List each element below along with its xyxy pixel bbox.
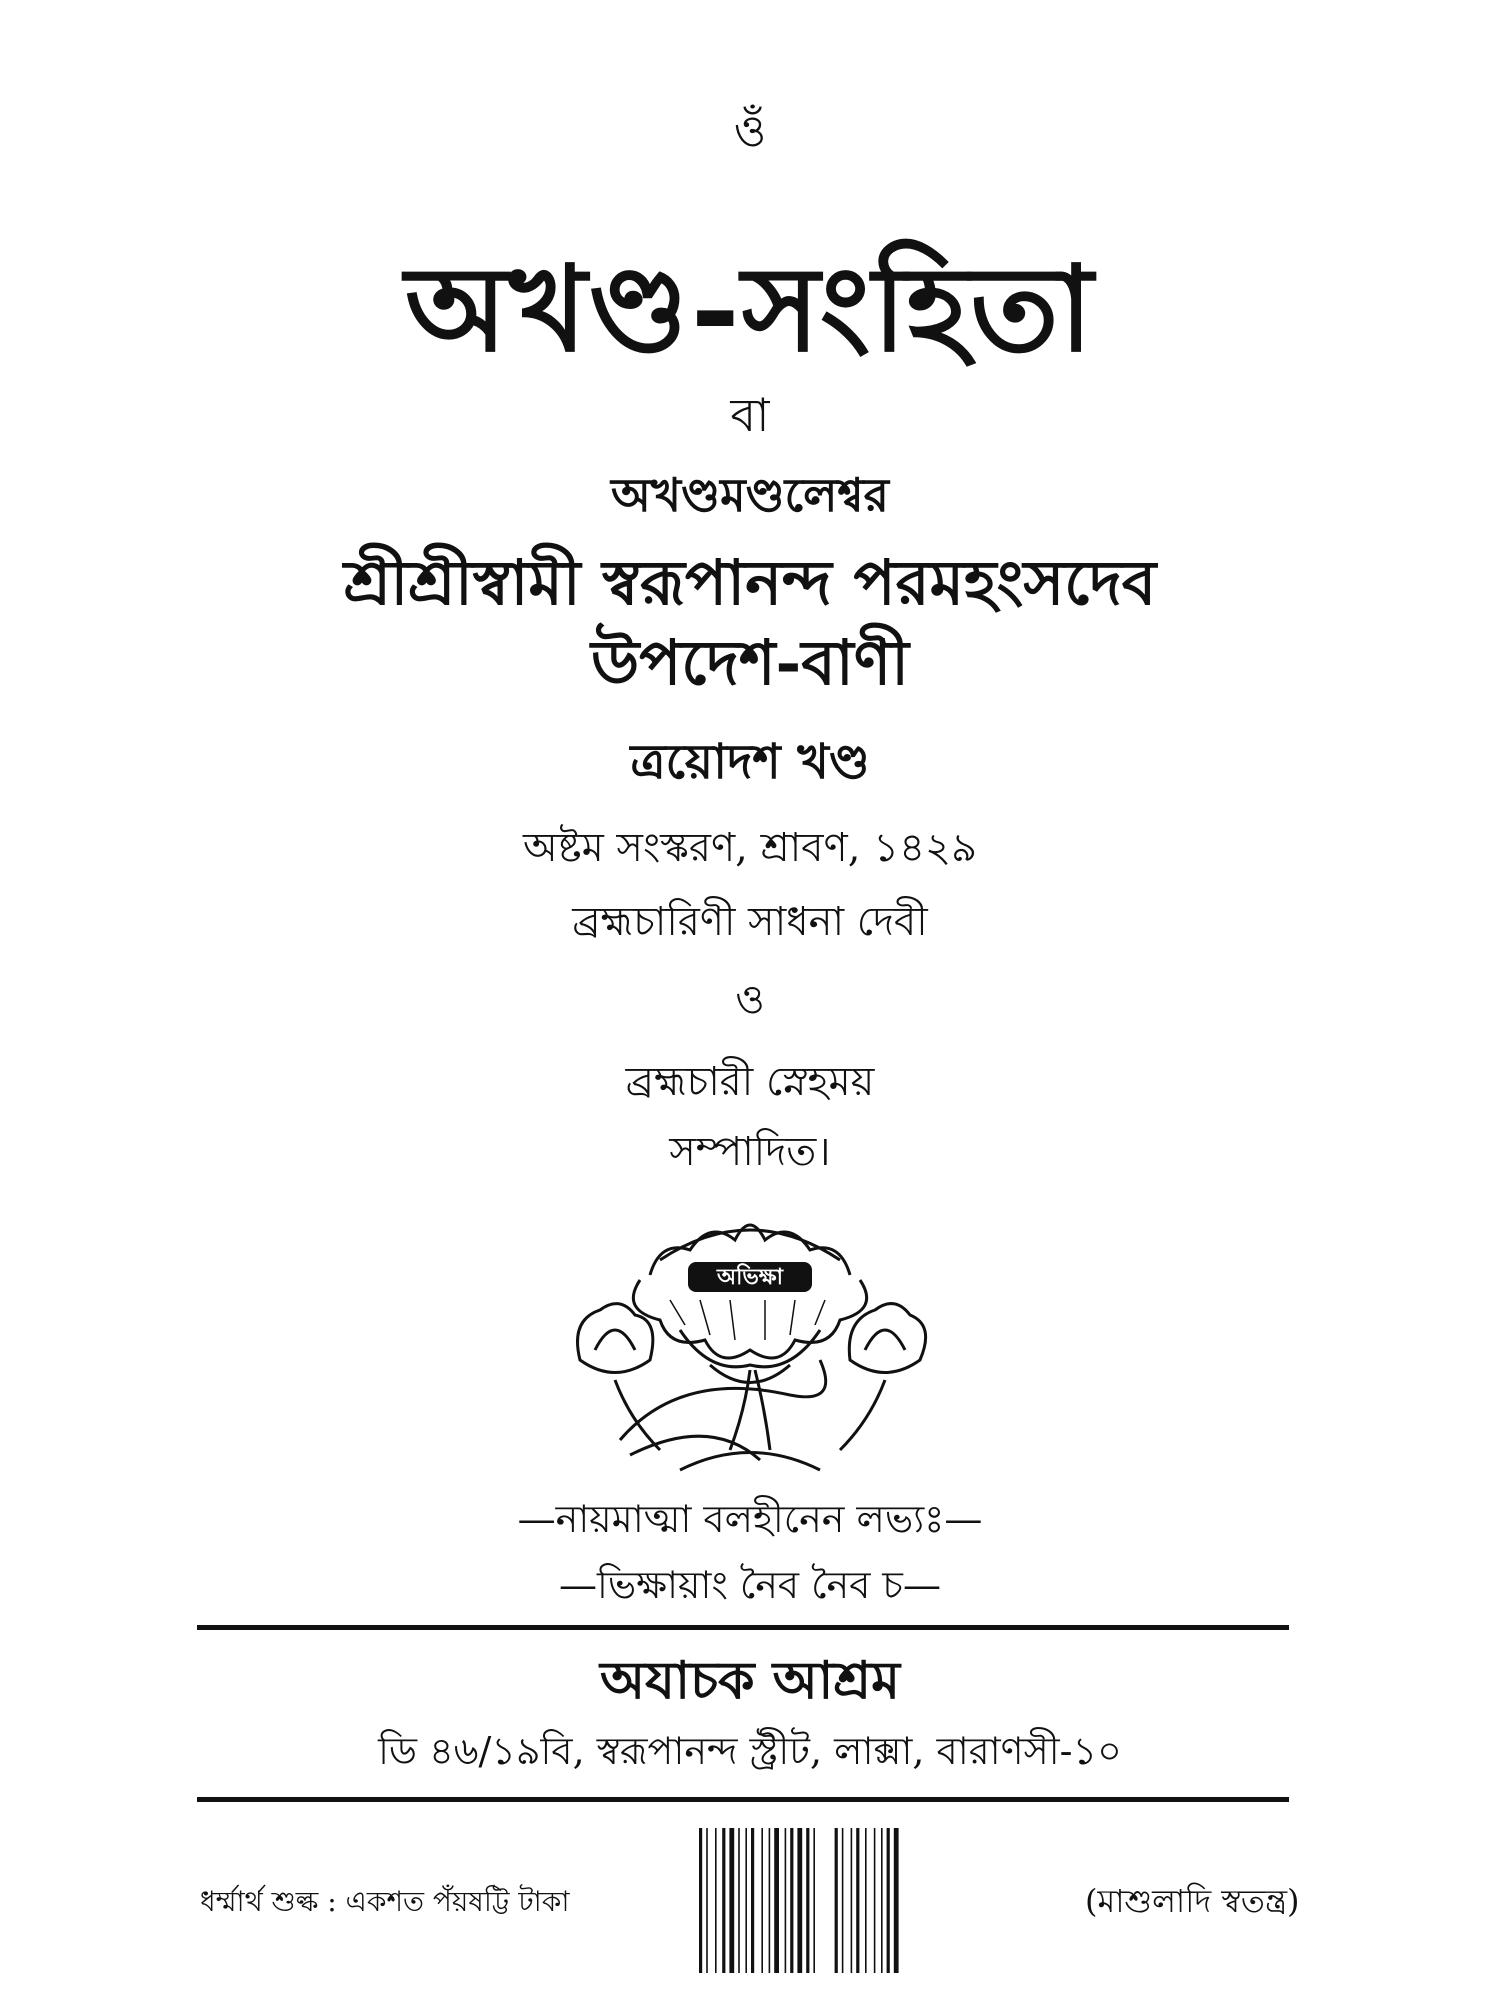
conjunction-or: বা bbox=[730, 388, 770, 442]
edition-info: অষ্টম সংস্করণ, শ্রাবণ, ১৪২৯ bbox=[522, 825, 978, 871]
editor-two: ব্রহ্মচারী স্নেহময় bbox=[625, 1059, 875, 1105]
edited-by-label: সম্পাদিত। bbox=[669, 1129, 831, 1175]
om-symbol: ওঁ bbox=[733, 106, 767, 157]
divider-top bbox=[197, 1625, 1289, 1630]
conjunction-and: ও bbox=[735, 977, 765, 1023]
book-subtitle: উপদেশ-বাণী bbox=[591, 626, 909, 699]
author-epithet: অখণ্ডমণ্ডলেশ্বর bbox=[611, 468, 889, 522]
volume-label: ত্রয়োদশ খণ্ড bbox=[630, 734, 870, 790]
book-title: অখণ্ড-সংহিতা bbox=[405, 239, 1095, 378]
motto-line-one: —নায়মাত্মা বলহীনেন লভ্যঃ— bbox=[517, 1497, 983, 1541]
barcode bbox=[695, 1808, 1025, 1998]
author-name: শ্রীশ্রীস্বামী স্বরূপানন্দ পরমহংসদেব bbox=[343, 546, 1157, 619]
editor-one: ব্রহ্মচারিণী সাধনা দেবী bbox=[572, 899, 928, 945]
motto-line-two: —ভিক্ষায়াং নৈব নৈব চ— bbox=[559, 1563, 941, 1607]
lotus-emblem-icon bbox=[560, 1200, 940, 1480]
postage-note: (মাশুলাদি স্বতন্ত্র) bbox=[1085, 1882, 1300, 1920]
publisher-address: ডি ৪৬/১৯বি, স্বরূপানন্দ স্ট্রীট, লাক্সা, বারাণসী-১০ bbox=[378, 1729, 1122, 1773]
emblem-label: অভিক্ষা bbox=[717, 1264, 783, 1290]
price-label: ধর্ম্মার্থ শুল্ক : একশত পঁয়ষট্টি টাকা bbox=[200, 1885, 570, 1918]
divider-bottom bbox=[197, 1797, 1289, 1802]
publisher-name: অযাচক আশ্রম bbox=[600, 1650, 900, 1711]
barcode-icon bbox=[695, 1828, 1025, 1973]
